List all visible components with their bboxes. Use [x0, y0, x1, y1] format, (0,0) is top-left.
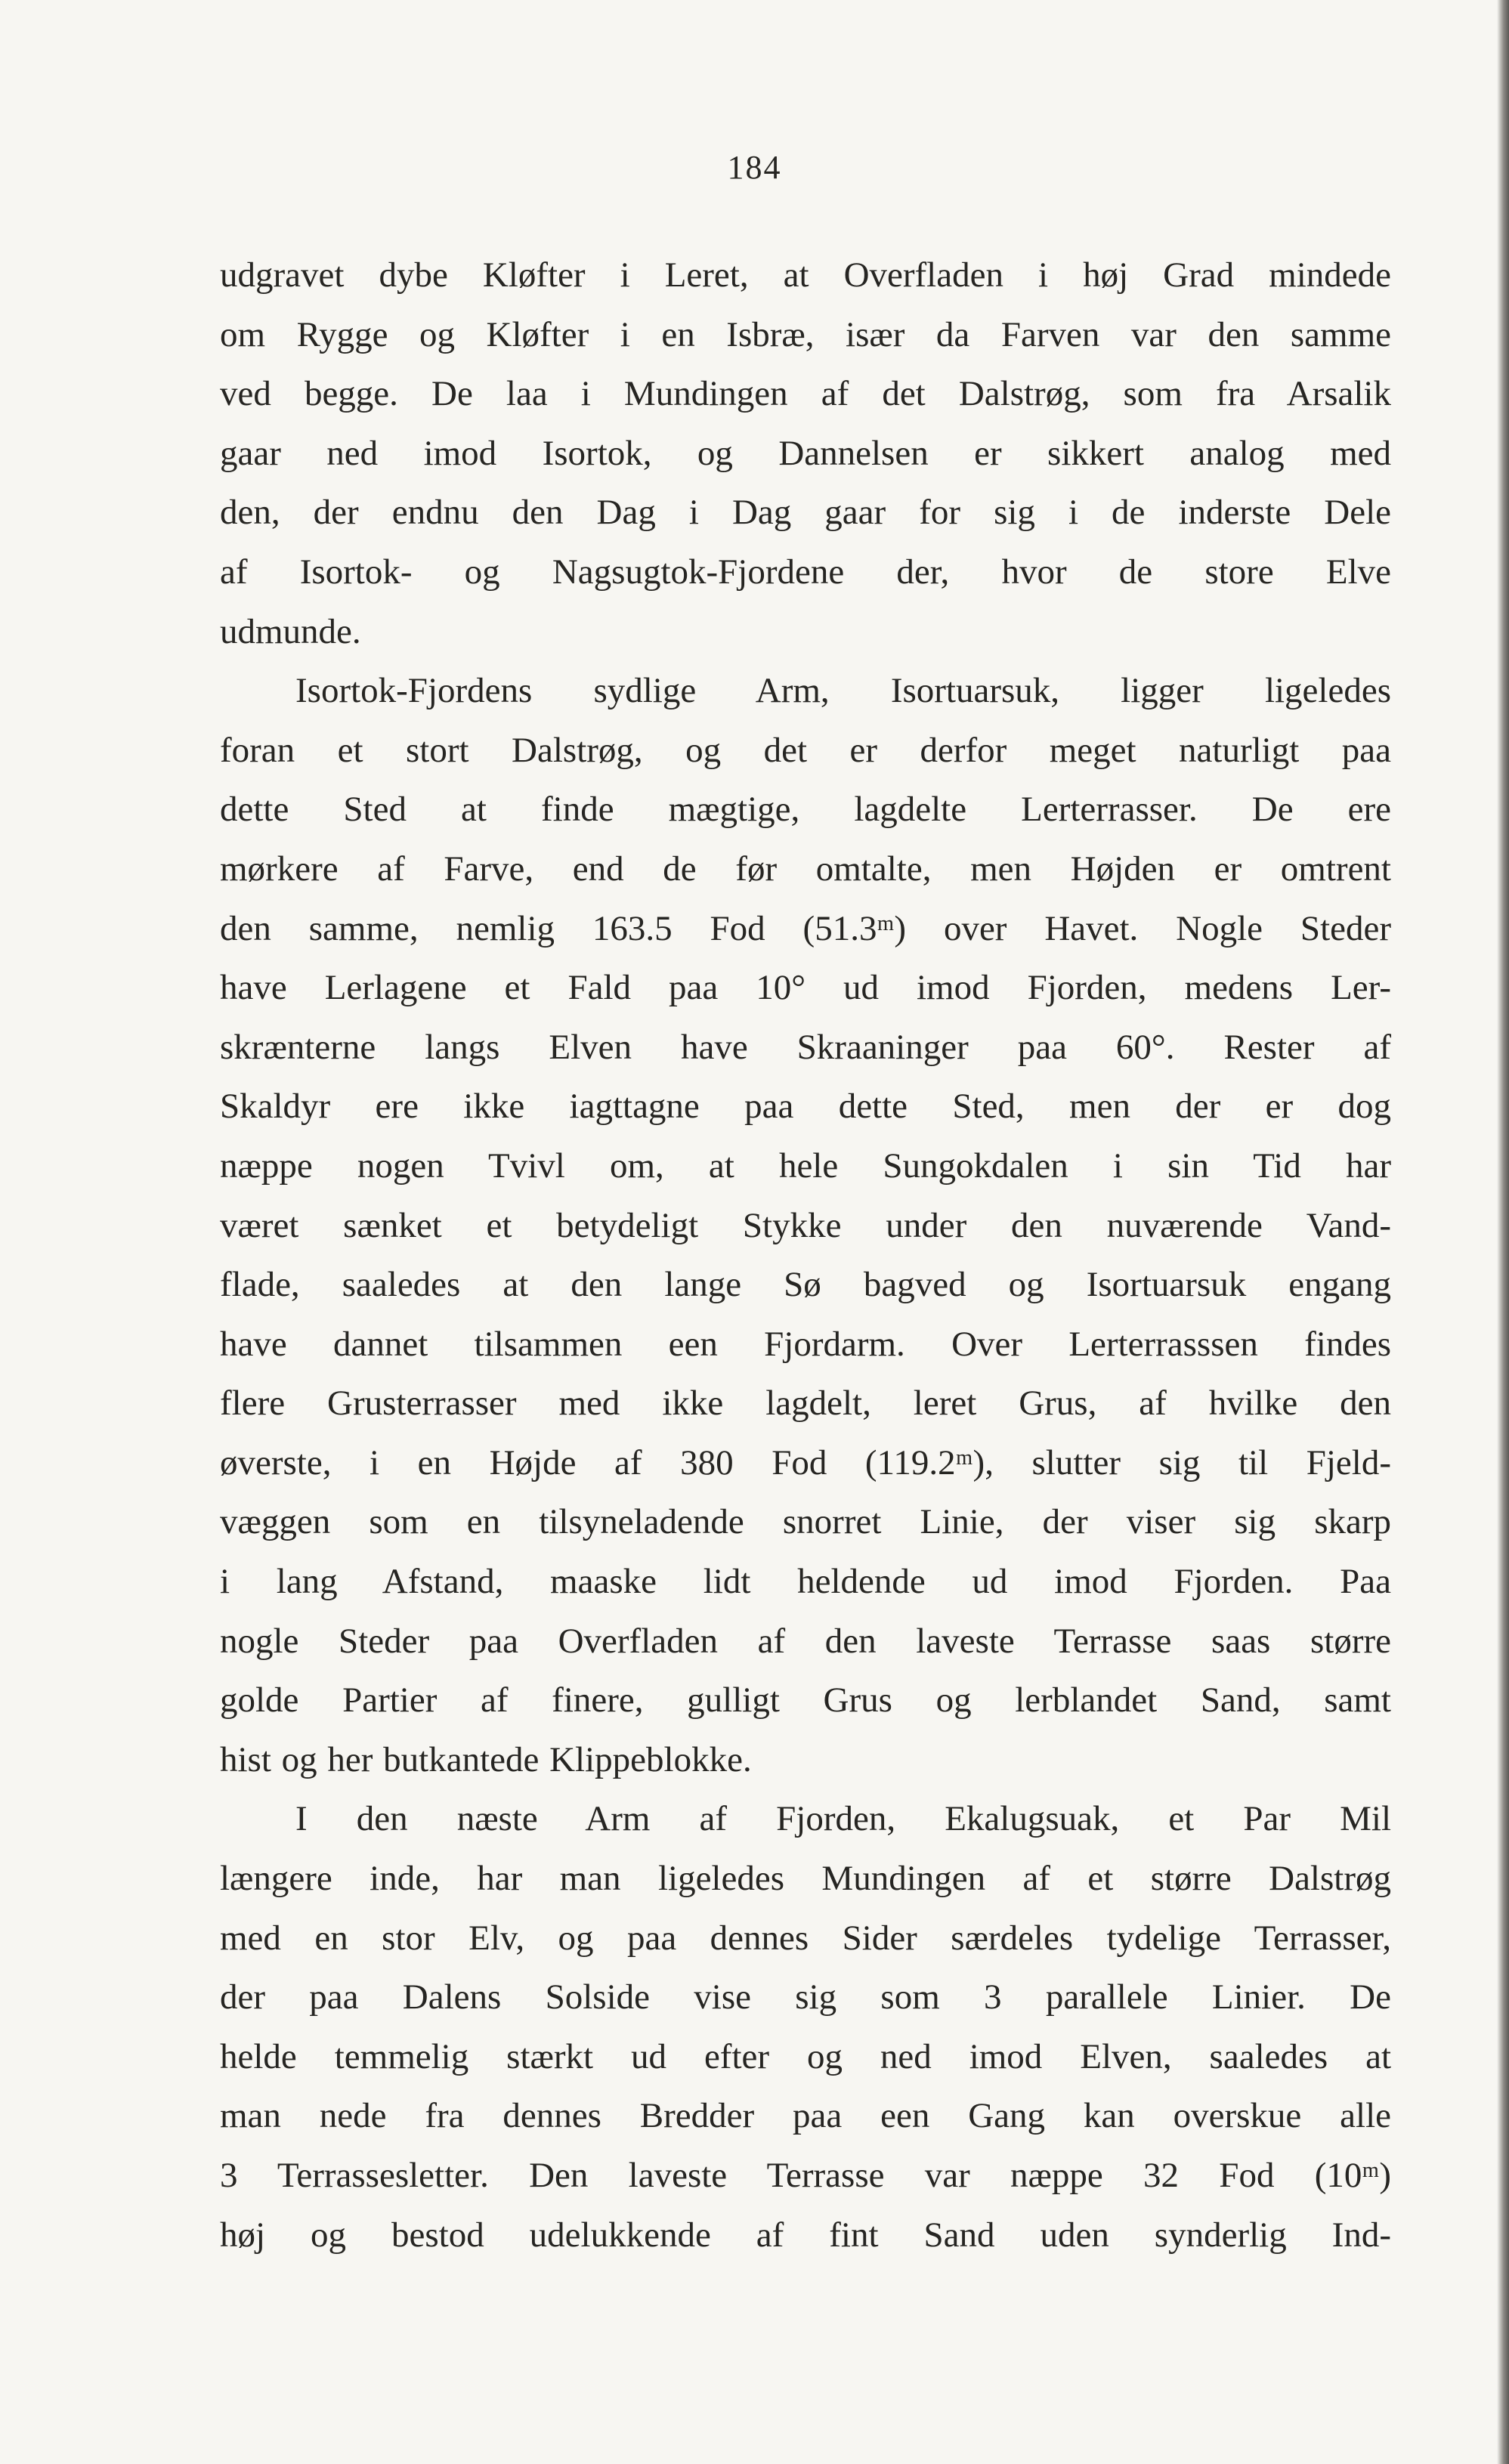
text-line: flere Grusterrasser med ikke lagdelt, leret Grus, af hvilke den: [220, 1383, 1391, 1424]
text-line: flade, saaledes at den lange Sø bagved og Isortuarsuk engang: [220, 1265, 1391, 1305]
text-line: ved begge. De laa i Mundingen af det Dalstrøg, som fra Arsalik: [220, 374, 1391, 414]
text-line: høj og bestod udelukkende af fint Sand uden synderlig Ind-: [220, 2215, 1391, 2255]
text-line: den, der endnu den Dag i Dag gaar for sig i de inderste Dele: [220, 493, 1391, 533]
text-line: I den næste Arm af Fjorden, Ekalugsuak, et Par Mil: [295, 1799, 1391, 1839]
text-line: hist og her butkantede Klippeblokke.: [220, 1739, 752, 1779]
text-line: foran et stort Dalstrøg, og det er derfor meget naturligt paa: [220, 730, 1391, 770]
text-line: dette Sted at finde mægtige, lagdelte Lerterrasser. De ere: [220, 790, 1391, 830]
text-line: af Isortok- og Nagsugtok-Fjordene der, hvor de store Elve: [220, 552, 1391, 592]
text-line: have dannet tilsammen een Fjordarm. Over Lerterrasssen findes: [220, 1324, 1391, 1364]
body-text: [220, 246, 1391, 2265]
page-number: 184: [727, 149, 782, 186]
text-line: om Rygge og Kløfter i en Isbræ, især da Farven var den samme: [220, 314, 1391, 354]
text-line: 3 Terrassesletter. Den laveste Terrasse var næppe 32 Fod (10ᵐ): [220, 2156, 1391, 2195]
text-line: øverste, i en Højde af 380 Fod (119.2ᵐ), slutter sig til Fjeld-: [220, 1442, 1391, 1482]
text-line: nogle Steder paa Overfladen af den laveste Terrasse saas større: [220, 1621, 1391, 1661]
text-line: man nede fra dennes Bredder paa een Gang kan overskue alle: [220, 2096, 1391, 2136]
text-line: gaar ned imod Isortok, og Dannelsen er sikkert analog med: [220, 433, 1391, 473]
text-line: skrænterne langs Elven have Skraaninger paa 60°. Rester af: [220, 1027, 1391, 1067]
text-line: næppe nogen Tvivl om, at hele Sungokdalen i sin Tid har: [220, 1145, 1391, 1186]
text-line: udmunde.: [220, 611, 361, 651]
text-line: med en stor Elv, og paa dennes Sider særdeles tydelige Terrasser,: [220, 1918, 1391, 1958]
text-line: mørkere af Farve, end de før omtalte, men Højden er omtrent: [220, 849, 1391, 889]
text-line: den samme, nemlig 163.5 Fod (51.3ᵐ) over Havet. Nogle Steder: [220, 908, 1391, 948]
text-line: helde temmelig stærkt ud efter og ned imod Elven, saaledes at: [220, 2036, 1391, 2076]
text-line: længere inde, har man ligeledes Mundingen af et større Dalstrøg: [220, 1859, 1391, 1899]
text-line: Skaldyr ere ikke iagttagne paa dette Sted, men der er dog: [220, 1087, 1391, 1127]
text-line: der paa Dalens Solside vise sig som 3 parallele Linier. De: [220, 1977, 1391, 2017]
text-line: været sænket et betydeligt Stykke under den nuværende Vand-: [220, 1205, 1391, 1245]
page-edge-shadow: [1497, 0, 1509, 2464]
text-line: væggen som en tilsyneladende snorret Linie, der viser sig skarp: [220, 1502, 1391, 1542]
text-line: i lang Afstand, maaske lidt heldende ud imod Fjorden. Paa: [220, 1562, 1391, 1602]
text-line: Isortok-Fjordens sydlige Arm, Isortuarsuk, ligger ligeledes: [295, 671, 1391, 711]
text-line: have Lerlagene et Fald paa 10° ud imod Fjorden, medens Ler-: [220, 968, 1391, 1008]
text-line: udgravet dybe Kløfter i Leret, at Overfladen i høj Grad mindede: [220, 255, 1391, 295]
text-line: golde Partier af finere, gulligt Grus og lerblandet Sand, samt: [220, 1680, 1391, 1720]
